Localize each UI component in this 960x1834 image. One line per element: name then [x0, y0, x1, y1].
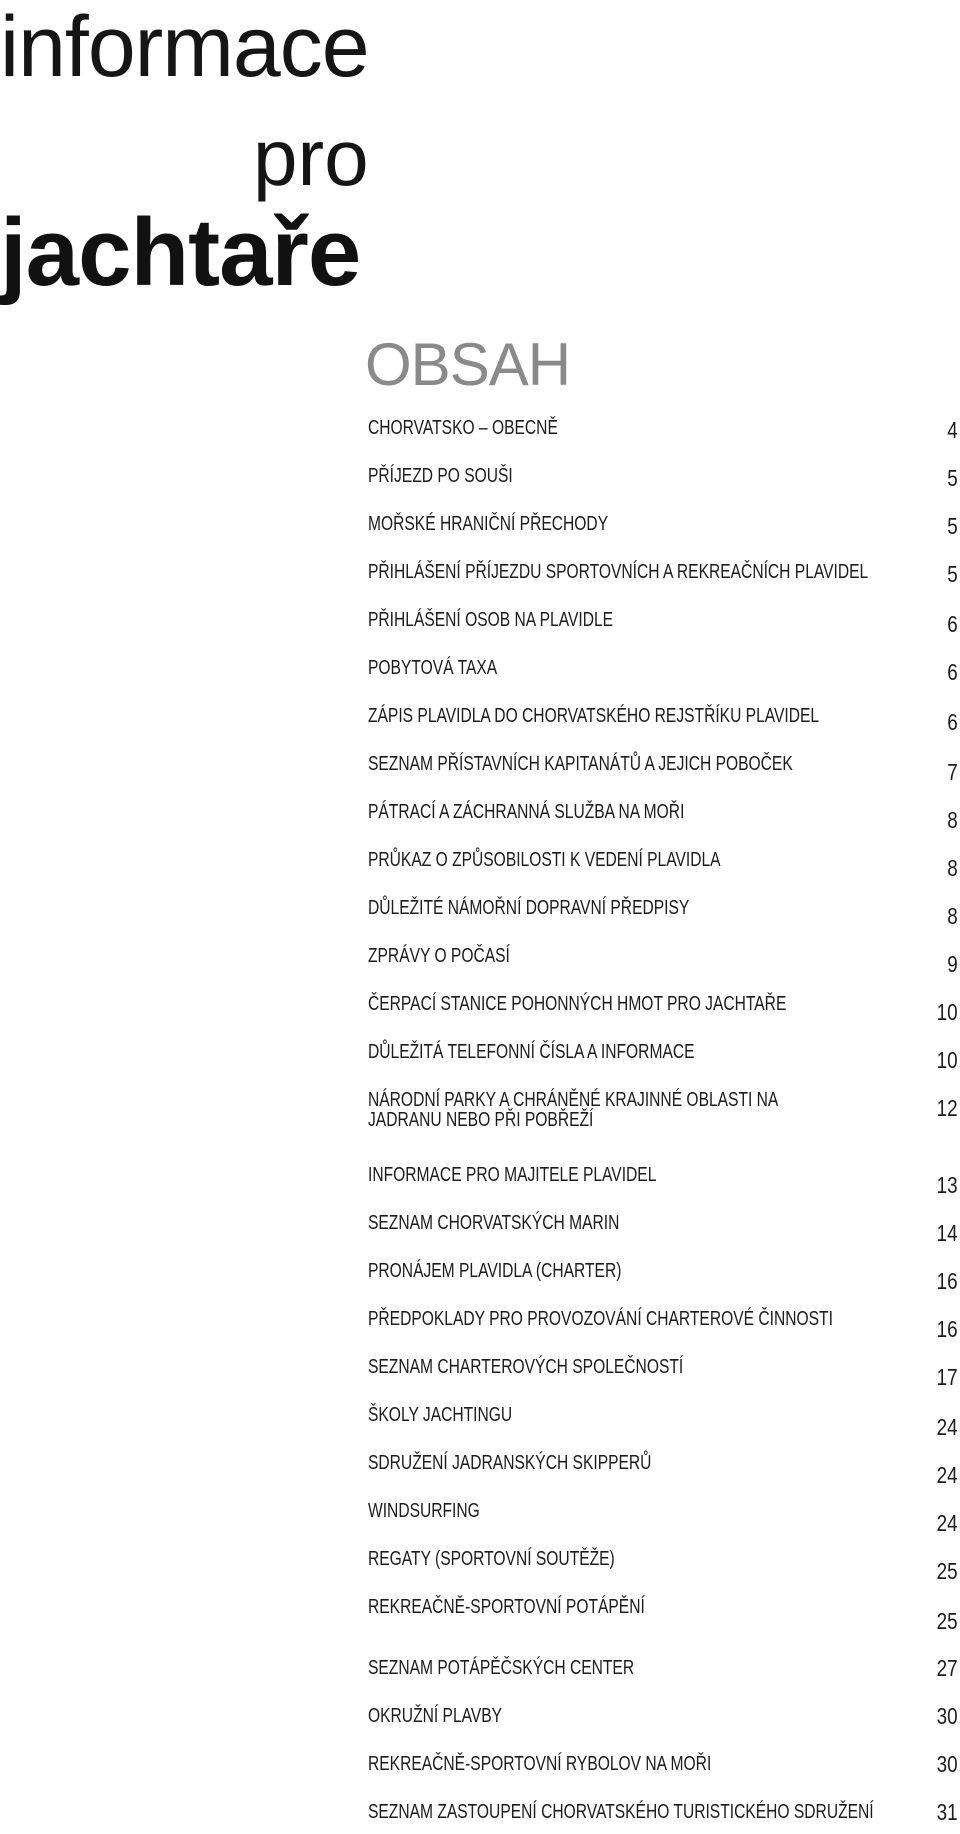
toc-entry-title: SEZNAM ZASTOUPENÍ CHORVATSKÉHO TURISTICKÉHO SDRUŽENÍ: [368, 1801, 874, 1823]
toc-entry[interactable]: [368, 938, 958, 978]
toc-entry-page: 16: [937, 1268, 958, 1294]
toc-entry-page: 25: [937, 1608, 958, 1634]
toc-entry-title: ŠKOLY JACHTINGU: [368, 1404, 513, 1426]
toc-entry-page: 5: [947, 513, 958, 539]
toc-entry[interactable]: [368, 890, 958, 930]
toc-entry-page: 24: [937, 1462, 958, 1488]
toc-entry-page: 5: [947, 465, 958, 491]
toc-entry[interactable]: [368, 986, 958, 1026]
toc-entry-page: 14: [937, 1220, 958, 1246]
toc-entry[interactable]: [368, 506, 958, 546]
toc-entry-title: ZÁPIS PLAVIDLA DO CHORVATSKÉHO REJSTŘÍKU PLAVIDEL: [368, 705, 820, 727]
toc-entry-title: DŮLEŽITÁ TELEFONNÍ ČÍSLA A INFORMACE: [368, 1041, 695, 1063]
toc-entry-page: 27: [937, 1655, 958, 1681]
toc-entry[interactable]: [368, 554, 958, 594]
toc-entry-page: 24: [937, 1414, 958, 1440]
toc-entry-page: 10: [937, 1047, 958, 1073]
title-line-jachtare: jachtaře: [0, 199, 361, 306]
toc-entry-title: PRONÁJEM PLAVIDLA (CHARTER): [368, 1260, 622, 1282]
toc-entry[interactable]: [368, 794, 958, 834]
toc-entry-page: 24: [937, 1510, 958, 1536]
toc-entry[interactable]: [368, 1253, 958, 1293]
toc-entry-page: 31: [937, 1799, 958, 1825]
toc-entry-title: PŘEDPOKLADY PRO PROVOZOVÁNÍ CHARTEROVÉ ČINNOSTI: [368, 1308, 833, 1330]
toc-entry-page: 17: [937, 1364, 958, 1390]
toc-entry-title: ČERPACÍ STANICE POHONNÝCH HMOT PRO JACHTAŘE: [368, 993, 787, 1015]
toc-entry-title: REGATY (SPORTOVNÍ SOUTĚŽE): [368, 1548, 615, 1570]
toc-entry-page: 7: [947, 759, 958, 785]
toc-entry[interactable]: [368, 1157, 958, 1197]
toc-entry[interactable]: [368, 1650, 958, 1690]
toc-entry-title: INFORMACE PRO MAJITELE PLAVIDEL: [368, 1164, 657, 1186]
toc-heading: OBSAH: [365, 331, 571, 398]
toc-entry-title: PRŮKAZ O ZPŮSOBILOSTI K VEDENÍ PLAVIDLA: [368, 849, 721, 871]
toc-entry[interactable]: [368, 650, 958, 690]
toc-entry[interactable]: [368, 1034, 958, 1074]
toc-entry-title: SEZNAM PŘÍSTAVNÍCH KAPITANÁTŮ A JEJICH POBOČEK: [368, 753, 793, 775]
toc-entry-page: 4: [947, 417, 958, 443]
toc-entry-page: 8: [947, 903, 958, 929]
toc-entry-title: DŮLEŽITÉ NÁMOŘNÍ DOPRAVNÍ PŘEDPISY: [368, 897, 690, 919]
toc-entry-title: REKREAČNĚ-SPORTOVNÍ RYBOLOV NA MOŘI: [368, 1753, 712, 1775]
toc-entry[interactable]: [368, 1794, 958, 1834]
toc-entry-page: 5: [947, 561, 958, 587]
toc-entry[interactable]: [368, 602, 958, 642]
toc-entry-title: REKREAČNĚ-SPORTOVNÍ POTÁPĚNÍ: [368, 1596, 645, 1618]
toc-entry[interactable]: [368, 1698, 958, 1738]
toc-entry[interactable]: [368, 1205, 958, 1245]
toc-entry[interactable]: [368, 1349, 958, 1389]
toc-entry[interactable]: [368, 1445, 958, 1488]
toc-entry-page: 9: [947, 951, 958, 977]
toc-entry[interactable]: [368, 842, 958, 882]
toc-entry-title: POBYTOVÁ TAXA: [368, 657, 498, 679]
title-line-pro: pro: [253, 113, 369, 202]
toc-entry-page: 30: [937, 1751, 958, 1777]
toc-entry[interactable]: [368, 1746, 958, 1786]
toc-entry-title: PŘIHLÁŠENÍ PŘÍJEZDU SPORTOVNÍCH A REKREAČNÍCH PLAVIDEL: [368, 561, 869, 583]
toc-entry-title: SEZNAM CHORVATSKÝCH MARIN: [368, 1212, 620, 1234]
toc-entry[interactable]: [368, 1541, 958, 1584]
toc-entry-title: CHORVATSKO – OBECNĚ: [368, 417, 558, 439]
title-line-informace: informace: [0, 0, 369, 95]
toc-entry-title: SEZNAM POTÁPĚČSKÝCH CENTER: [368, 1657, 635, 1679]
toc-entry-title: WINDSURFING: [368, 1500, 480, 1522]
toc-entry-page: 13: [937, 1172, 958, 1198]
toc-entry-page: 8: [947, 807, 958, 833]
toc-entry-page: 25: [937, 1558, 958, 1584]
toc-entry-page: 16: [937, 1316, 958, 1342]
toc-entry-page: 12: [937, 1095, 958, 1121]
toc-entry-page: 30: [937, 1703, 958, 1729]
toc-entry-page: 6: [947, 611, 958, 637]
toc-entry-page: 6: [947, 709, 958, 735]
toc-entry-title: PŘÍJEZD PO SOUŠI: [368, 465, 513, 487]
toc-entry-title: PÁTRACÍ A ZÁCHRANNÁ SLUŽBA NA MOŘI: [368, 801, 685, 823]
toc-entry-title: MOŘSKÉ HRANIČNÍ PŘECHODY: [368, 513, 609, 535]
toc-entry-title: SDRUŽENÍ JADRANSKÝCH SKIPPERŮ: [368, 1452, 652, 1474]
toc-entry[interactable]: [368, 1589, 958, 1634]
toc-entry-page: 6: [947, 659, 958, 685]
toc-entry-title: SEZNAM CHARTEROVÝCH SPOLEČNOSTÍ: [368, 1356, 684, 1378]
toc-entry-title: NÁRODNÍ PARKY A CHRÁNĚNÉ KRAJINNÉ OBLASTI NA JADRANU NEBO PŘI POBŘEŽÍ: [368, 1089, 778, 1131]
toc-entry[interactable]: [368, 458, 958, 498]
toc-entry[interactable]: [368, 410, 958, 450]
toc-entry[interactable]: [368, 746, 958, 786]
toc-entry-page: 10: [937, 999, 958, 1025]
toc-entry-title: PŘIHLÁŠENÍ OSOB NA PLAVIDLE: [368, 609, 614, 631]
toc-entry-page: 8: [947, 855, 958, 881]
toc-entry[interactable]: [368, 1397, 958, 1440]
toc-entry[interactable]: [368, 698, 958, 738]
toc-entry-title: OKRUŽNÍ PLAVBY: [368, 1705, 503, 1727]
toc-entry[interactable]: [368, 1301, 958, 1341]
toc-entry-title: ZPRÁVY O POČASÍ: [368, 945, 510, 967]
toc-entry[interactable]: [368, 1082, 958, 1146]
toc-entry[interactable]: [368, 1493, 958, 1536]
